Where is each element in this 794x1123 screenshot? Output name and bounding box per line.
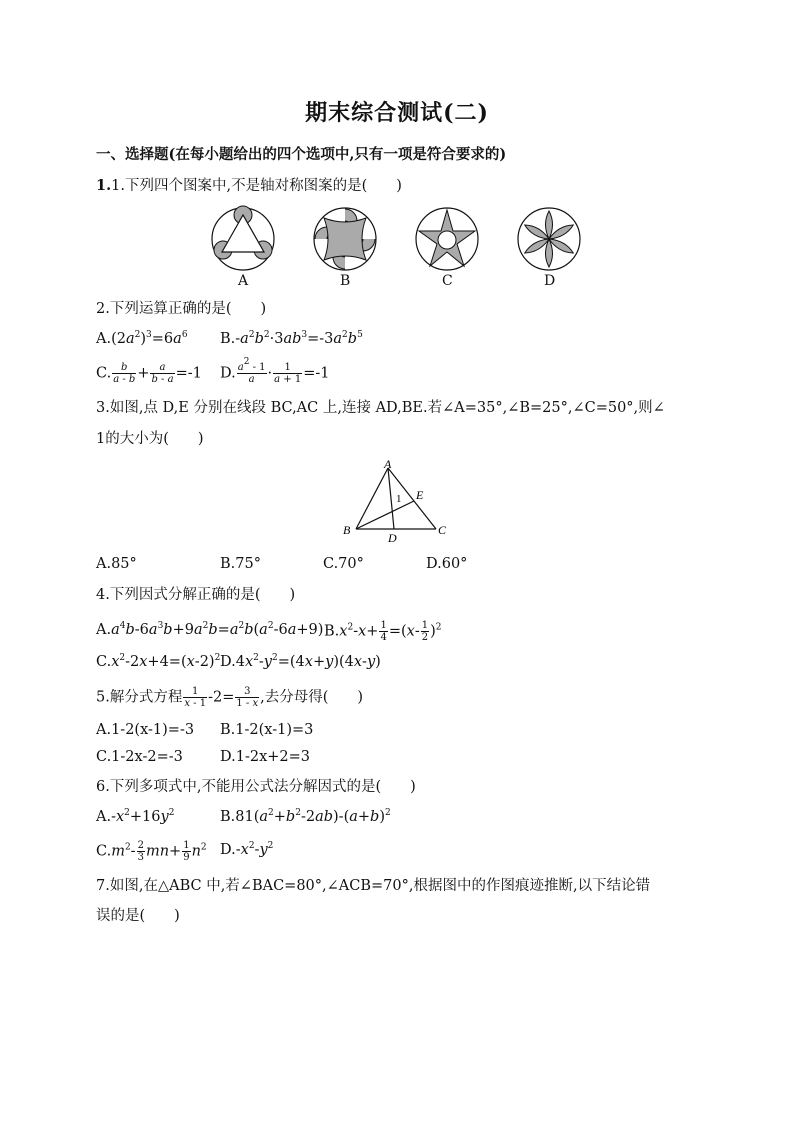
q4-option-b: $B.x^2-x+$ $\frac{1}{4}$ =(x- $\frac{1}{2}$ )$^2$ <box>324 620 442 643</box>
q2-option-d: D. $\frac{a^2 - 1}{a}$ · $\frac{1}{a + 1}$ =-1 <box>220 357 330 385</box>
q1-label-c: C <box>442 273 453 289</box>
q3-label-a: A <box>384 457 392 471</box>
q3-triangle-figure <box>340 456 460 546</box>
question-3-stem-line-2: 1的大小为( ) <box>96 431 204 447</box>
question-6-stem: 6.下列多项式中,不能用公式法分解因式的是( ) <box>96 779 416 795</box>
q1-figure-d <box>516 206 582 272</box>
question-1-stem: 1.1.下列四个图案中,不是轴对称图案的是( ) <box>96 177 402 194</box>
q3-option-c: C.70° <box>323 556 364 572</box>
q5-option-c: C.1-2x-2=-3 <box>96 749 183 765</box>
question-2-stem: 2.下列运算正确的是( ) <box>96 301 267 317</box>
q6-option-b: $B.81(a^2+b^2-2ab)-(a+b)^2$ <box>220 808 391 825</box>
q3-label-d: D <box>388 531 397 545</box>
q3-option-a: A.85° <box>96 556 137 572</box>
q1-label-a: A <box>238 273 249 289</box>
q1-figure-a <box>210 206 276 272</box>
q6-option-d: $D.-x^2-y^2$ <box>220 841 274 858</box>
q2-option-c: C. $\frac{b}{a - b}$ + $\frac{a}{b - a}$ =-1 <box>96 362 202 385</box>
section-heading: 一、选择题(在每小题给出的四个选项中,只有一项是符合要求的) <box>96 146 507 163</box>
page-title: 期末综合测试(二) <box>305 100 489 126</box>
q4-option-a: $A.a^4b-6a^3b+9a^2b=a^2b(a^2-6a+9)$ <box>96 621 324 638</box>
q2-option-b: $B.-a^2b^2\cdot 3ab^3=-3a^2b^5$ <box>220 330 363 347</box>
q1-label-d: D <box>544 273 556 289</box>
q5-option-d: D.1-2x+2=3 <box>220 749 310 765</box>
q1-figure-c <box>414 206 480 272</box>
question-5-stem: 5.解分式方程 $\frac{1}{x - 1}$ -2= $\frac{3}{1 - x}$ ,去分母得( ) <box>96 686 364 709</box>
q4-option-c: $C.x^2-2x+4=(x-2)^2$ <box>96 653 221 670</box>
q5-option-a: A.1-2(x-1)=-3 <box>96 722 195 738</box>
q1-figure-b <box>312 206 378 272</box>
q3-label-angle-1: 1 <box>396 493 402 505</box>
q1-label-b: B <box>340 273 351 289</box>
q2-option-a: $A.(2a^2)^3=6a^6$ <box>96 330 188 347</box>
q6-option-a: $A.-x^2+16y^2$ <box>96 808 175 825</box>
question-4-stem: 4.下列因式分解正确的是( ) <box>96 587 296 603</box>
q6-option-c: $C.m^2-$ $\frac{2}{3}$ mn+ $\frac{1}{9}$ $n^2$ <box>96 840 207 863</box>
q4-option-d: $D.4x^2-y^2=(4x+y)(4x-y)$ <box>220 653 381 670</box>
q3-label-e: E <box>416 488 424 502</box>
question-3-stem-line-1: 3.如图,点 D,E 分别在线段 BC,AC 上,连接 AD,BE.若∠A=35°,∠B=25°,∠C=50°,则∠ <box>96 400 665 416</box>
question-7-stem-line-1: 7.如图,在△ABC 中,若∠BAC=80°,∠ACB=70°,根据图中的作图痕迹推断,以下结论错 <box>96 878 651 894</box>
q3-label-b: B <box>343 523 351 537</box>
q3-option-b: B.75° <box>220 556 261 572</box>
q3-option-d: D.60° <box>426 556 468 572</box>
question-7-stem-line-2: 误的是( ) <box>96 908 180 924</box>
q5-option-b: B.1-2(x-1)=3 <box>220 722 314 738</box>
q3-label-c: C <box>438 523 447 537</box>
